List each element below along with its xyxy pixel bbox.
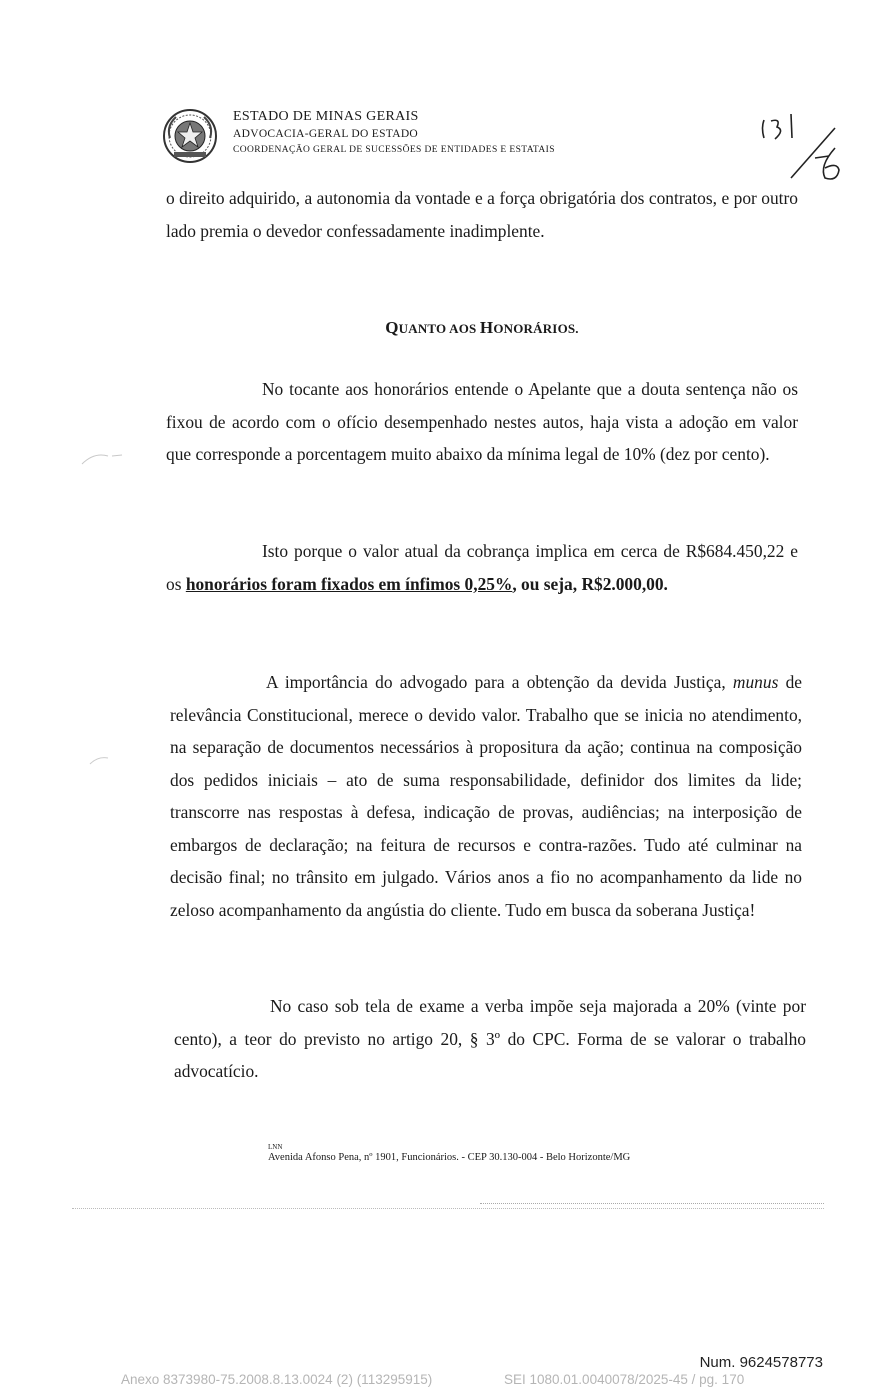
scan-artifact xyxy=(88,744,128,768)
heading-initial-q: Q xyxy=(385,318,399,337)
paragraph-fee-increase xyxy=(174,990,806,1088)
highlight-fees-fixed: honorários foram fixados em ínfimos 0,25% xyxy=(185,573,513,594)
highlight-fees-amount: , ou seja, R$2.000,00. xyxy=(512,573,668,594)
coat-of-arms-icon xyxy=(162,108,218,164)
footer-address: Avenida Afonso Pena, nº 1901, Funcionários. - CEP 30.130-004 - Belo Horizonte/MG xyxy=(268,1152,631,1163)
paragraph-lawyer-text-a: A importância do advogado para a obtenção da devida Justiça, xyxy=(266,672,733,692)
paragraph-fees-claim-text: No tocante aos honorários entende o Apelante que a douta sentença não os fixou de acordo com o ofício desempenhado nestes autos, haja vista a adoção em valor que corresponde a porcentagem muito abaixo da mínima legal de 10% (dez por cento). xyxy=(166,379,798,464)
letterhead-state: ESTADO DE MINAS GERAIS xyxy=(233,109,419,124)
footer-rule xyxy=(72,1208,824,1209)
author-initials: LNN xyxy=(268,1143,283,1151)
handwritten-page-number xyxy=(755,108,845,186)
paragraph-lawyer-munus: munus xyxy=(732,672,779,692)
letterhead-department: COORDENAÇÃO GERAL DE SUCESSÕES DE ENTIDADES E ESTATAIS xyxy=(233,144,555,155)
heading-part-1: UANTO AOS xyxy=(398,321,480,336)
paragraph-lawyer-importance xyxy=(170,666,802,926)
heading-initial-h: H xyxy=(479,318,494,337)
document-number: Num. 9624578773 xyxy=(699,1354,823,1371)
scan-artifact xyxy=(80,448,124,468)
paragraph-fees-claim xyxy=(166,373,798,471)
sei-reference: SEI 1080.01.0040078/2025-45 / pg. 170 xyxy=(504,1372,745,1387)
attachment-reference: Anexo 8373980-75.2008.8.13.0024 (2) (113295915) xyxy=(121,1372,433,1387)
paragraph-fee-increase-text: No caso sob tela de exame a verba impõe seja majorada a 20% (vinte por cento), a teor do previsto no artigo 20, § 3º do CPC. Forma de se valorar o trabalho advocatício. xyxy=(174,996,806,1081)
letterhead xyxy=(233,110,555,155)
paragraph-contracts: o direito adquirido, a autonomia da vontade e a força obrigatória dos contratos, e por outro lado premia o devedor confessadamente inadimplente. xyxy=(166,188,798,241)
paragraph-lawyer-text-c: de relevância Constitucional, merece o devido valor. Trabalho que se inicia no atendimento, na separação de documentos necessários à propositura da ação; continua na composição dos pedidos iniciais – ato de suma responsabilidade, definidor dos limites da lide; transcorre nas respostas à defesa, indicação de provas, audiências; na interposição de embargos de declaração; na feitura de recursos e contra-razões. Tudo até culminar na decisão final; no trânsito em julgado. Vários anos a fio no acompanhamento da lide no zeloso acompanhamento da angústia do cliente. Tudo em busca da soberana Justiça! xyxy=(170,672,802,920)
letterhead-agency: ADVOCACIA-GERAL DO ESTADO xyxy=(233,128,419,140)
section-heading-fees xyxy=(166,318,798,338)
paragraph-fees-value-text: Isto porque o valor atual da cobrança implica em cerca de R$684.450,22 e os xyxy=(166,541,798,594)
paragraph-fees-value xyxy=(166,535,798,600)
footer-rule-secondary xyxy=(480,1203,824,1204)
heading-part-2: ONORÁRIOS. xyxy=(493,321,579,336)
